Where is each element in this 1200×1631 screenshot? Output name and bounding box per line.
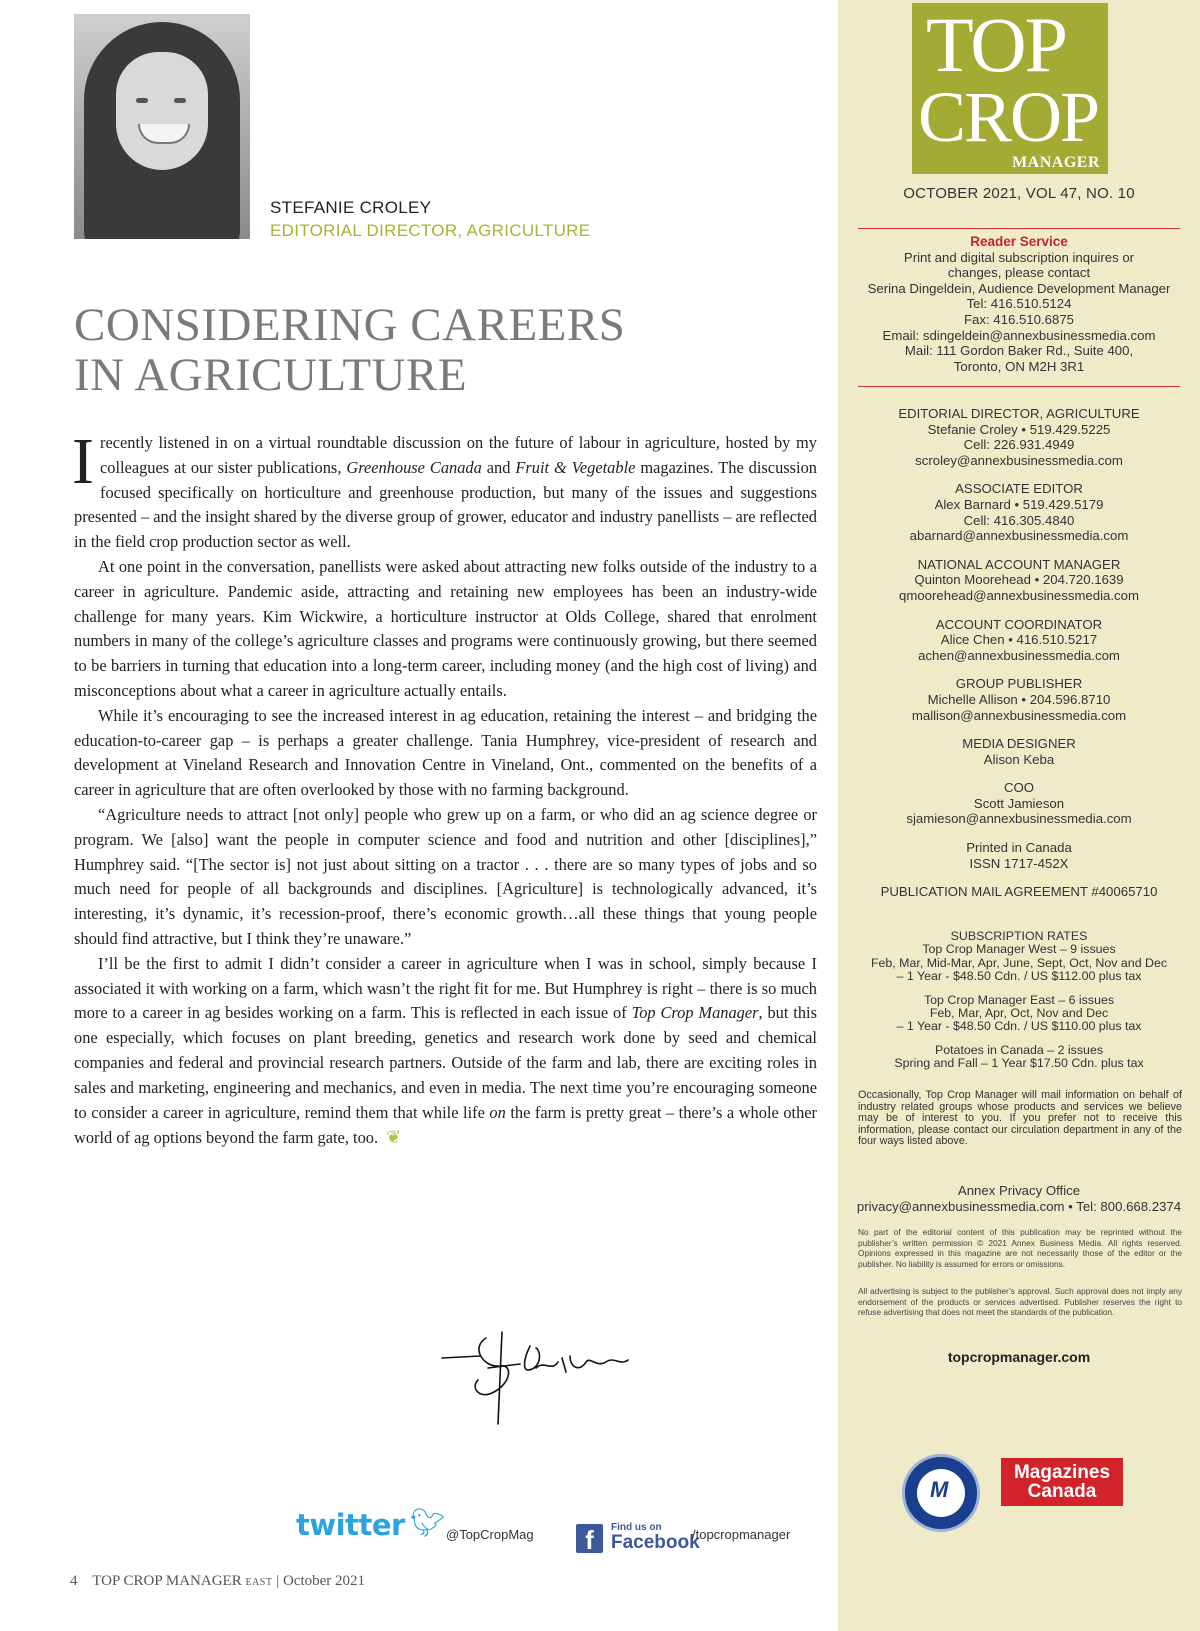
- subscription-rates: [852, 930, 1186, 1071]
- subs-line: – 1 Year - $48.50 Cdn. / US $112.00 plus tax: [896, 969, 1142, 984]
- seal-letter: M: [930, 1477, 949, 1502]
- staff-directory: [852, 406, 1186, 913]
- photo-eye-left: [136, 98, 148, 103]
- staff-line: Michelle Allison • 204.596.8710: [927, 691, 1111, 707]
- staff-email[interactable]: sjamieson@annexbusinessmedia.com: [906, 811, 1132, 827]
- staff-email[interactable]: achen@annexbusinessmedia.com: [918, 647, 1120, 663]
- staff-line: Cell: 416.305.4840: [963, 512, 1075, 528]
- staff-role: ACCOUNT COORDINATOR: [935, 616, 1103, 632]
- photo-eye-right: [174, 98, 186, 103]
- publication-greenhouse-canada: Greenhouse Canada: [346, 457, 482, 477]
- staff-email[interactable]: qmoorehead@annexbusinessmedia.com: [899, 587, 1139, 603]
- facebook-icon[interactable]: f: [576, 1524, 603, 1553]
- privacy-heading: Annex Privacy Office: [957, 1183, 1081, 1198]
- mag-canada-line-1: Magazines: [1013, 1462, 1111, 1483]
- paragraph-3: While it’s encouraging to see the increased interest in ag education, retaining the interest – and bridging the education-to-career gap – is perhaps a greater challenge. Tania Humphrey, vice-president of research and development at Vineland Research and Innovation Centre in Vineland, Ont., commented on the benefits of a career in agriculture that are often overlooked by those with no farming background.: [74, 705, 817, 800]
- author-signature: [440, 1328, 660, 1428]
- legal-notice-1: No part of the editorial content of this publication may be reprinted without the publisher’s written permission © 2021 Annex Business Media. All rights reserved. Opinions expressed in this magazine are not necessarily those of the editor or the publisher. No liability is assumed for errors or omissions.: [858, 1227, 1182, 1269]
- p5-text-a: I’ll be the first to admit I didn’t consider a career in agriculture when I was in school, simply because I associated it with working on a farm, which wasn’t the right fit for me. But Humphrey is right – there is so much more to a career in ag besides working on a farm. This is reflected in each issue of: [74, 953, 817, 1023]
- staff-line: Alice Chen • 416.510.5217: [940, 632, 1098, 648]
- folio-date: | October 2021: [276, 1573, 366, 1589]
- staff-line: Cell: 226.931.4949: [963, 437, 1075, 453]
- staff-entry: [852, 736, 1186, 767]
- divider: [858, 228, 1180, 229]
- author-photo: [74, 14, 250, 239]
- publication-top-crop-manager: Top Crop Manager: [631, 1003, 759, 1023]
- reader-service-line: Tel: 416.510.5124: [966, 296, 1072, 312]
- privacy-office: [852, 1183, 1186, 1214]
- mag-canada-line-2: Canada: [1027, 1481, 1097, 1502]
- facebook-wordmark[interactable]: Facebook: [611, 1532, 700, 1553]
- audit-seal-icon: [902, 1454, 980, 1532]
- privacy-contact[interactable]: privacy@annexbusinessmedia.com • Tel: 800.668.2374: [856, 1198, 1182, 1214]
- reader-service-line: Toronto, ON M2H 3R1: [953, 358, 1085, 374]
- publication-fruit-vegetable: Fruit & Vegetable: [515, 457, 636, 477]
- top-crop-manager-logo: [912, 3, 1108, 174]
- paragraph-5: [74, 952, 817, 1151]
- logo-crop: CROP: [918, 77, 1099, 157]
- twitter-handle[interactable]: @TopCropMag: [446, 1527, 534, 1542]
- end-mark-leaf-icon: ❦: [386, 1127, 402, 1148]
- subs-line: – 1 Year - $48.50 Cdn. / US $110.00 plus tax: [896, 1019, 1142, 1034]
- website-link[interactable]: topcropmanager.com: [947, 1349, 1091, 1365]
- p5-on: on: [489, 1102, 506, 1122]
- mailing-notice: Occasionally, Top Crop Manager will mail information on behalf of industry related groups whose products and services we believe may be of interest to you. If you prefer not to receive this information, please contact our circulation department in any of the four ways listed above.: [858, 1089, 1182, 1148]
- staff-entry: [852, 481, 1186, 543]
- facebook-handle[interactable]: /topcropmanager: [692, 1527, 791, 1542]
- author-name: STEFANIE CROLEY: [270, 198, 432, 217]
- reader-service-email[interactable]: Email: sdingeldein@annexbusinessmedia.com: [882, 327, 1156, 343]
- twitter-bird-icon: 🐦︎: [410, 1508, 446, 1539]
- page-folio: [70, 1573, 365, 1590]
- subs-line: Potatoes in Canada – 2 issues: [934, 1042, 1104, 1057]
- paragraph-2: At one point in the conversation, panellists were asked about attracting new folks outside of the industry to a career in agriculture. Pandemic aside, attracting and retaining new employees has been an industry-wide challenge for many years. Kim Wickwire, a horticulture instructor at Olds College, shared that enrolment numbers in many of the college’s agriculture classes and programs were continuously growing, but there seemed to be barriers in turning that education into a long-term career, including money (and the high cost of living) and misconceptions about what a career in agriculture actually entails.: [74, 556, 817, 700]
- staff-line: Alex Barnard • 519.429.5179: [934, 496, 1104, 512]
- pub-mail-agreement: PUBLICATION MAIL AGREEMENT #40065710: [880, 884, 1158, 900]
- p1-text-b: magazines. The discussion focused specifically on horticulture and greenhouse production, but many of the issues and suggestions presented – and the insight shared by the diverse group of grower, educator and industry panellists – are reflected in the field crop production sector as well.: [74, 457, 817, 552]
- paragraph-4: “Agriculture needs to attract [not only] people who grew up on a farm, or who did an ag science degree or program. We [also] want the people in computer science and food and nutrition and other [disciplines],” Humphrey said. “[The sector is] not just about sitting on a tractor . . . there are so many types of jobs and so much need for people of all backgrounds and disciplines. [Agriculture] is technologically advanced, it’s interesting, it’s dynamic, it’s recession-proof, there’s economic growth…all these things that young people should find attractive, but I think they’re unaware.”: [74, 804, 817, 948]
- p5-text-b: , but this one especially, which focuses on plant breeding, genetics and research work done by seed and chemical companies and federal and provincial research partners. Outside of the farm and lab, there are exciting roles in sales and marketing, engineering and mechanics, and even in media. The next time you’re encouraging someone to consider a career in agriculture, remind them that while life: [74, 1003, 817, 1122]
- subs-line: Top Crop Manager East – 6 issues: [923, 992, 1115, 1007]
- staff-line: Scott Jamieson: [973, 795, 1065, 811]
- divider: [858, 386, 1180, 387]
- subs-line: Feb, Mar, Apr, Oct, Nov and Dec: [929, 1006, 1109, 1021]
- staff-entry: [852, 676, 1186, 723]
- logo-top: TOP: [926, 1, 1066, 88]
- headline-line-1: CONSIDERING CAREERS: [74, 299, 626, 351]
- reader-service-line: changes, please contact: [947, 265, 1091, 281]
- reader-service-line: Mail: 111 Gordon Baker Rd., Suite 400,: [904, 343, 1134, 359]
- author-title: EDITORIAL DIRECTOR, AGRICULTURE: [270, 221, 591, 240]
- p1-and: and: [481, 457, 516, 477]
- issue-info: OCTOBER 2021, VOL 47, NO. 10: [903, 185, 1135, 202]
- legal-notice-2: All advertising is subject to the publisher’s approval. Such approval does not imply any endorsement of the products or services advertised. Publisher reserves the right to refuse advertising that does not meet the standards of the publication.: [858, 1286, 1182, 1318]
- issn: ISSN 1717-452X: [969, 855, 1069, 871]
- staff-email[interactable]: scroley@annexbusinessmedia.com: [915, 452, 1123, 468]
- staff-line: Alison Keba: [983, 751, 1055, 767]
- subs-line: Feb, Mar, Mid-Mar, Apr, June, Sept, Oct, Nov and Dec: [870, 955, 1168, 970]
- staff-role: MEDIA DESIGNER: [962, 736, 1076, 752]
- staff-role: ASSOCIATE EDITOR: [955, 481, 1083, 497]
- folio-edition: EAST: [245, 1577, 273, 1588]
- staff-entry: [852, 406, 1186, 468]
- page-number: 4: [70, 1573, 78, 1589]
- logo-manager: MANAGER: [1012, 154, 1100, 171]
- headline-line-2: IN AGRICULTURE: [74, 349, 468, 401]
- staff-role: GROUP PUBLISHER: [955, 676, 1083, 692]
- photo-face: [116, 52, 208, 170]
- paragraph-1: [72, 425, 817, 555]
- reader-service: [852, 234, 1186, 374]
- staff-email[interactable]: abarnard@annexbusinessmedia.com: [909, 528, 1129, 544]
- reader-service-line: Serina Dingeldein, Audience Development Manager: [867, 280, 1171, 296]
- subs-heading: SUBSCRIPTION RATES: [950, 929, 1088, 943]
- staff-role: NATIONAL ACCOUNT MANAGER: [917, 556, 1121, 572]
- staff-line: Quinton Moorehead • 204.720.1639: [914, 572, 1124, 588]
- subs-line: Spring and Fall – 1 Year $17.50 Cdn. plus tax: [894, 1056, 1144, 1071]
- reader-service-line: Print and digital subscription inquires or: [903, 249, 1135, 265]
- staff-line: Stefanie Croley • 519.429.5225: [927, 421, 1111, 437]
- facebook-find-us: Find us on: [611, 1522, 662, 1533]
- drop-cap: I: [72, 425, 94, 498]
- folio-magazine: TOP CROP MANAGER: [92, 1573, 242, 1589]
- staff-entry: [852, 780, 1186, 827]
- magazines-canada-logo: [1001, 1458, 1123, 1506]
- article-body: [72, 425, 817, 1151]
- reader-service-heading: Reader Service: [970, 234, 1068, 249]
- staff-role: COO: [1003, 780, 1035, 796]
- staff-entry: [852, 617, 1186, 664]
- article-headline: [74, 300, 674, 400]
- subs-line: Top Crop Manager West – 9 issues: [922, 942, 1116, 957]
- printed-in: Printed in Canada: [966, 840, 1072, 856]
- reader-service-line: Fax: 416.510.6875: [964, 311, 1074, 327]
- p5-text-c: the farm is pretty great – there’s a whole other world of ag options beyond the farm gate, too.: [74, 1102, 817, 1148]
- twitter-wordmark[interactable]: twitter: [296, 1508, 405, 1542]
- staff-email[interactable]: mallison@annexbusinessmedia.com: [911, 707, 1127, 723]
- p1-text-a: recently listened in on a virtual roundtable discussion on the future of labour in agriculture, hosted by my colleagues at our sister publications,: [99, 433, 817, 477]
- print-info: [852, 840, 1186, 871]
- staff-role: EDITORIAL DIRECTOR, AGRICULTURE: [898, 406, 1140, 421]
- staff-entry: [852, 557, 1186, 604]
